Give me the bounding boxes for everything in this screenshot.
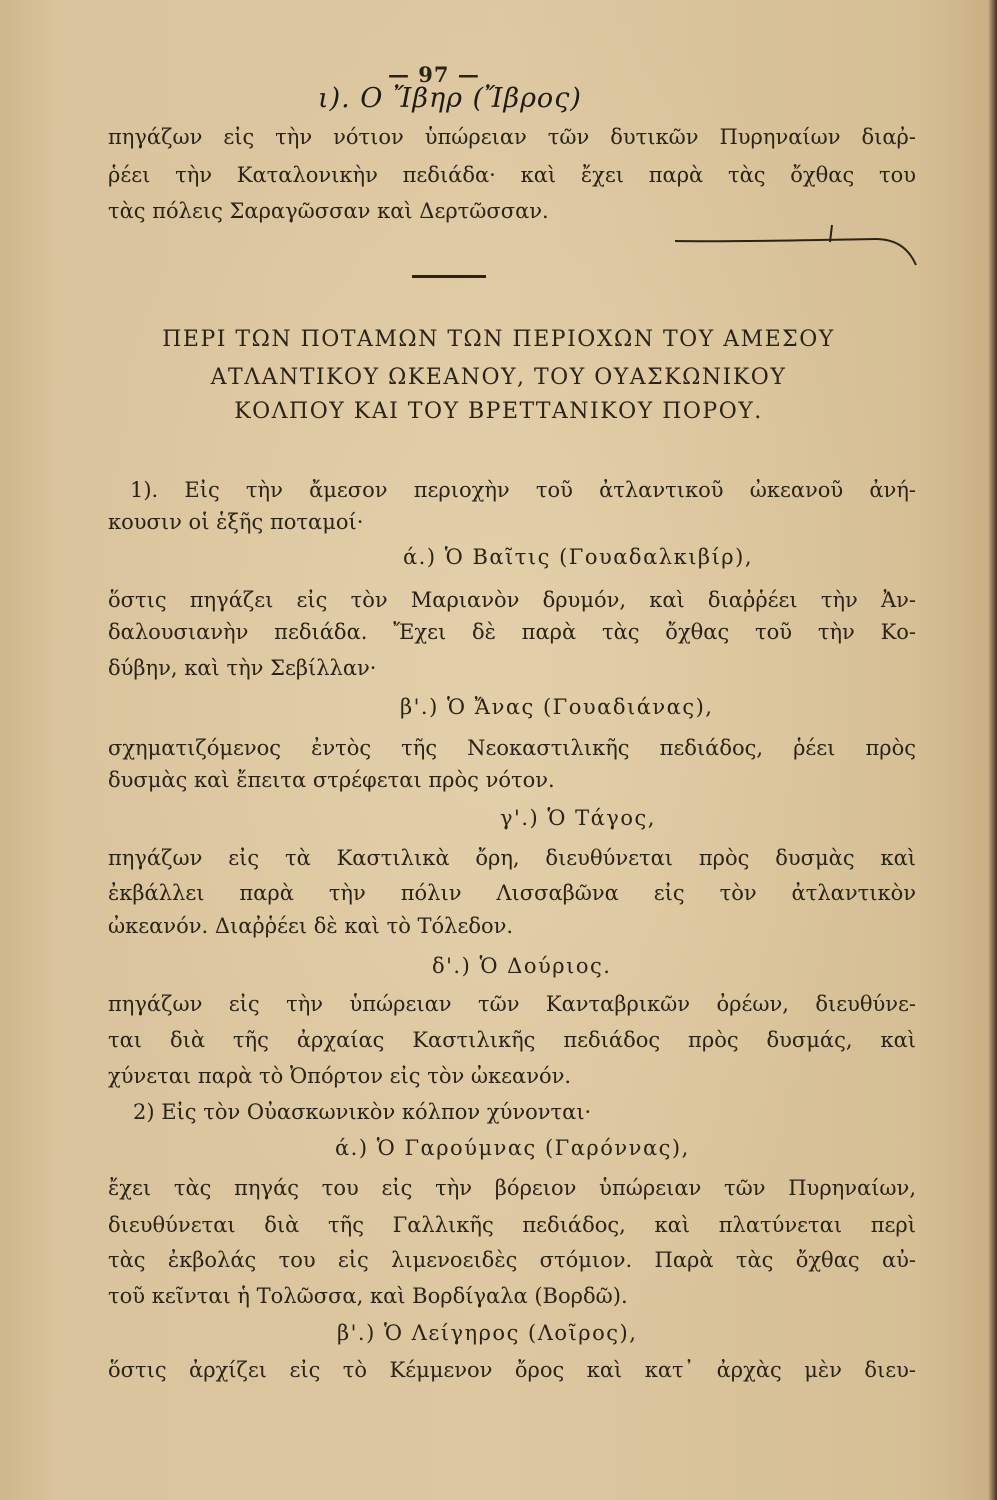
paragraph-line: δύβην, καὶ τὴν Σεβίλλαν·	[108, 656, 377, 680]
text-line: πηγάζων εἰς τὴν νότιον ὑπώρειαν τῶν δυτικῶν Πυρηναίων διαῤ-	[108, 125, 916, 149]
paragraph-line: δυσμὰς καὶ ἔπειτα στρέφεται πρὸς νότον.	[108, 768, 555, 792]
paragraph-line: ὅστις ἀρχίζει εἰς τὸ Κέμμενον ὄρος καὶ κατ᾽ ἀρχὰς μὲν διευ-	[108, 1358, 916, 1382]
handwritten-annotation: ι). Ο Ἴβηρ (Ἴβρος)	[318, 83, 582, 114]
river-heading: δ'.) Ὁ Δούριος.	[432, 954, 612, 978]
paragraph-line: ται διὰ τῆς ἀρχαίας Καστιλικῆς πεδιάδος πρὸς δυσμάς, καὶ	[108, 1028, 916, 1052]
paragraph-line: χύνεται παρὰ τὸ Ὀπόρτον εἰς τὸν ὠκεανόν.	[108, 1064, 572, 1088]
paragraph-line: πηγάζων εἰς τὴν ὑπώρειαν τῶν Κανταβρικῶν ὀρέων, διευθύνε-	[108, 992, 916, 1016]
paragraph-line: ὅστις πηγάζει εἰς τὸν Μαριανὸν δρυμόν, καὶ διαῤῥέει τὴν Ἀν-	[108, 588, 916, 612]
paragraph-line: διευθύνεται διὰ τῆς Γαλλικῆς πεδιάδος, καὶ πλατύνεται περὶ	[108, 1213, 916, 1237]
text-line: τὰς πόλεις Σαραγῶσσαν καὶ Δερτῶσσαν.	[108, 199, 549, 223]
paragraph-line: κουσιν οἱ ἑξῆς ποταμοί·	[108, 510, 364, 534]
page-edge-shadow	[988, 0, 997, 1500]
paragraph-line: ἔχει τὰς πηγάς του εἰς τὴν βόρειον ὑπώρειαν τῶν Πυρηναίων,	[108, 1176, 916, 1200]
river-heading: β'.) Ὁ Ἄνας (Γουαδιάνας),	[400, 695, 714, 719]
paragraph-line: 1). Εἰς τὴν ἄμεσον περιοχὴν τοῦ ἀτλαντικοῦ ὠκεανοῦ ἀνή-	[130, 478, 916, 502]
river-heading: ά.) Ὁ Γαρούμνας (Γαρόννας),	[335, 1136, 690, 1160]
river-heading: β'.) Ὁ Λείγηρος (Λοῖρος),	[337, 1321, 638, 1345]
paragraph-line: ὠκεανόν. Διαῤῥέει δὲ καὶ τὸ Τόλεδον.	[108, 914, 514, 938]
paragraph-line: σχηματιζόμενος ἐντὸς τῆς Νεοκαστιλικῆς πεδιάδος, ῥέει πρὸς	[108, 736, 916, 760]
paragraph-line: δαλουσιανὴν πεδιάδα. Ἔχει δὲ παρὰ τὰς ὄχθας τοῦ τὴν Κο-	[108, 620, 916, 644]
paragraph-line: ἐκβάλλει παρὰ τὴν πόλιν Λισσαβῶνα εἰς τὸν ἀτλαντικὸν	[108, 881, 916, 905]
section-heading: ΚΟΛΠΟΥ ΚΑΙ ΤΟΥ ΒΡΕΤΤΑΝΙΚΟΥ ΠΟΡΟΥ.	[234, 399, 763, 424]
page-number: — 97 —	[388, 62, 480, 87]
text-line: ῥέει τὴν Καταλονικὴν πεδιάδα· καὶ ἔχει παρὰ τὰς ὄχθας του	[108, 163, 916, 187]
section-heading: ΑΤΛΑΝΤΙΚΟΥ ΩΚΕΑΝΟΥ, ΤΟΥ ΟΥΑΣΚΩΝΙΚΟΥ	[210, 365, 787, 390]
paragraph-line: 2) Εἰς τὸν Οὐασκωνικὸν κόλπον χύνονται·	[133, 1100, 592, 1124]
section-divider	[412, 275, 486, 278]
river-heading: ά.) Ὁ Βαῖτις (Γουαδαλκιβίρ),	[403, 545, 754, 569]
handwritten-mark	[660, 215, 922, 275]
section-heading: ΠΕΡΙ ΤΩΝ ΠΟΤΑΜΩΝ ΤΩΝ ΠΕΡΙΟΧΩΝ ΤΟΥ ΑΜΕΣΟΥ	[162, 327, 835, 352]
river-heading: γ'.) Ὁ Τάγος,	[500, 806, 656, 830]
paragraph-line: τὰς ἐκβολάς του εἰς λιμενοειδὲς στόμιον. Παρὰ τὰς ὄχθας αὐ-	[108, 1248, 916, 1272]
paragraph-line: τοῦ κεῖνται ἡ Τολῶσσα, καὶ Βορδίγαλα (Βορδῶ).	[108, 1284, 628, 1308]
paragraph-line: πηγάζων εἰς τὰ Καστιλικὰ ὄρη, διευθύνεται πρὸς δυσμὰς καὶ	[108, 846, 916, 870]
